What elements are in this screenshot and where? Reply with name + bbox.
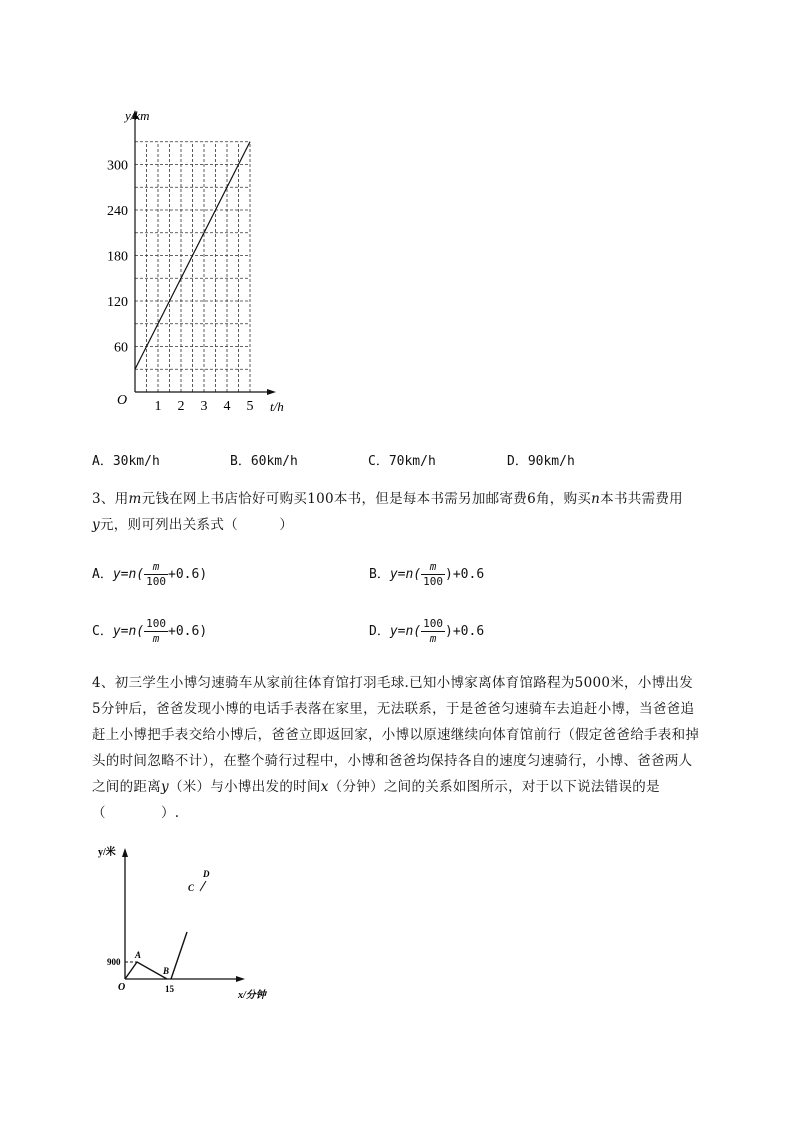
q3-option-b: B．y=n( $\frac{m}{100}$ )+0.6 [369, 560, 485, 588]
y-tick-label: 240 [107, 204, 128, 220]
segment-bc [171, 932, 187, 979]
q3-option-d: D．y=n( $\frac{100}{m}$ )+0.6 [369, 617, 485, 645]
q4-line-5: 之间的距离y（米）与小博出发的时间x（分钟）之间的关系如图所示，对于以下说法错误的是 [92, 779, 660, 795]
x-axis-arrow [267, 389, 276, 395]
q4-line-4: 头的时间忽略不计），在整个骑行过程中，小博和爸爸均保持各自的速度匀速骑行，小博、爸爸两人 [92, 753, 693, 769]
q2-option-d: D．90km/h [507, 454, 575, 469]
x-axis-label: t/h [270, 399, 284, 414]
q3-option-c: C．y=n( $\frac{100}{m}$ +0.6) [92, 617, 208, 645]
origin-label: O [118, 982, 126, 993]
y-axis-arrow [122, 848, 128, 857]
x-axis-arrow [236, 976, 245, 982]
x-tick-label: 2 [177, 399, 185, 414]
y-axis-label: y/km [125, 108, 150, 123]
point-a-label: A [135, 950, 142, 960]
x-tick-label: 3 [200, 399, 208, 414]
point-c-label: C [188, 883, 195, 893]
x-tick-label: 4 [223, 399, 231, 414]
fraction: $\frac{m}{100}$ [146, 560, 167, 588]
fraction: $\frac{100}{m}$ [423, 617, 444, 645]
segment-oab [125, 962, 170, 979]
x-tick-label: 5 [246, 399, 254, 414]
y-tick-label: 900 [107, 957, 121, 967]
point-b-label: B [163, 966, 170, 976]
q2-option-a: A．30km/h [92, 454, 160, 469]
q3-option-a: A．y=n( $\frac{m}{100}$ +0.6) [92, 560, 208, 588]
x-tick-label: 1 [154, 399, 162, 414]
q4-line-2: 5分钟后，爸爸发现小博的电话手表落在家里，无法联系，于是爸爸匀速骑车去追赶小博，当爸爸追 [92, 701, 695, 717]
distance-time-chart [100, 100, 310, 420]
chart-axes [132, 110, 276, 395]
q4-line-6: （ ）. [92, 805, 180, 821]
y-axis-label: y/米 [98, 847, 116, 858]
q2-option-b: B．60km/h [230, 454, 298, 469]
x-tick-label: 15 [165, 984, 174, 994]
segment-cd [200, 881, 206, 891]
origin-label: O [117, 393, 128, 408]
q4-line-3: 赶上小博把手表交给小博后，爸爸立即返回家，小博以原速继续向体育馆前行（假定爸爸给手表和掉 [92, 727, 700, 743]
q3-stem [92, 486, 732, 538]
fraction: $\frac{100}{m}$ [146, 617, 167, 645]
chart-grid [135, 142, 250, 392]
distance-minute-graph [95, 840, 315, 1015]
point-d-label: D [203, 869, 210, 879]
q3-line-2: y元，则可列出关系式（ ） [92, 517, 294, 533]
q4-line-1: 4、初三学生小博匀速骑车从家前往体育馆打羽毛球.已知小博家离体育馆路程为5000米，小博出发 [92, 675, 694, 691]
y-tick-label: 180 [107, 249, 128, 265]
q3-line-1: 3、用m元钱在网上书店恰好可购买100本书，但是每本书需另加邮寄费6角，购买n本书共需费用 [92, 491, 683, 507]
y-tick-label: 60 [114, 340, 128, 356]
chart-ticks [107, 159, 254, 414]
x-axis-label: x/分钟 [238, 990, 266, 1001]
y-tick-label: 300 [107, 158, 128, 174]
q4-stem [92, 670, 752, 826]
q2-option-c: C．70km/h [368, 454, 436, 469]
y-tick-label: 120 [107, 295, 128, 311]
fraction: $\frac{m}{100}$ [423, 560, 444, 588]
